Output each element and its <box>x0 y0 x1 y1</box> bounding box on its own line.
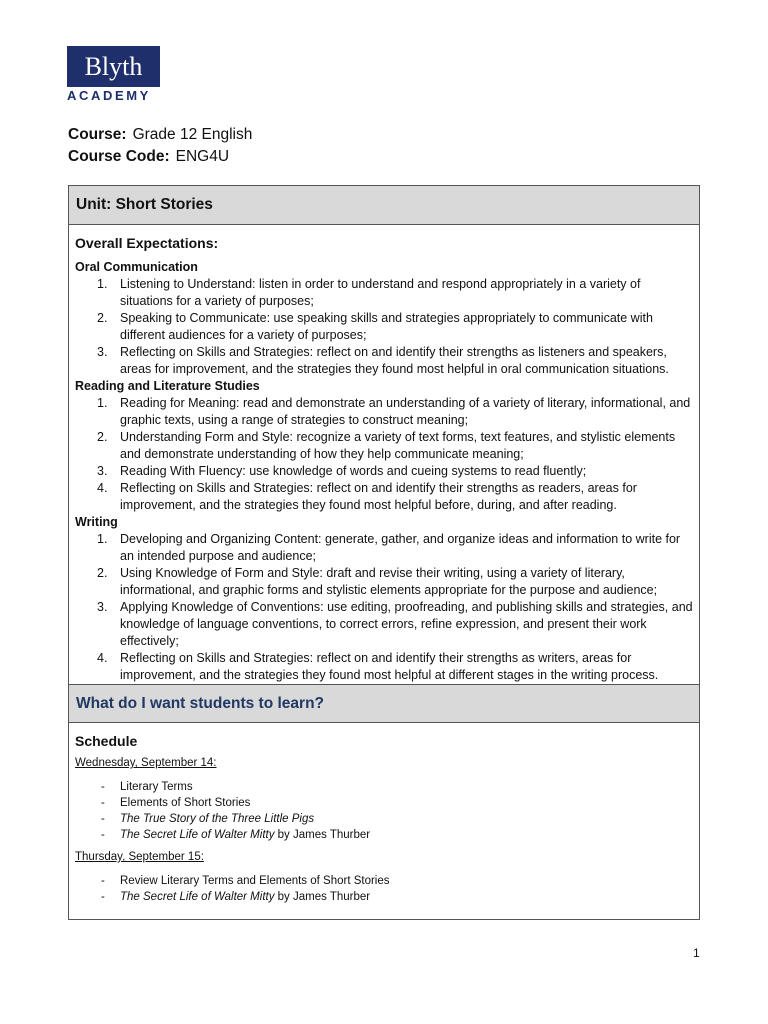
logo-wordmark: Blyth <box>67 46 160 87</box>
category-title: Reading and Literature Studies <box>75 379 260 393</box>
category-title: Writing <box>75 515 118 529</box>
expectation-list <box>75 531 693 684</box>
expectation-list <box>75 395 693 514</box>
category-writing <box>75 514 693 684</box>
course-code-value: ENG4U <box>175 148 230 165</box>
learn-heading: What do I want students to learn? <box>69 684 699 723</box>
list-item: - The True Story of the Three Little Pigs <box>101 813 315 825</box>
unit-table <box>68 185 700 920</box>
overall-expectations <box>69 225 699 684</box>
overall-heading: Overall Expectations: <box>75 235 219 251</box>
logo-subtitle: ACADEMY <box>67 88 151 103</box>
blyth-academy-logo <box>67 46 161 104</box>
list-item: 2. Understanding Form and Style: recognize a variety of text forms, text features, and stylistic elements and demonstrate understanding of how they help communicate meaning; <box>97 430 676 461</box>
list-item: 1. Listening to Understand: listen in order to understand and respond appropriately in a variety of situations for a variety of purposes; <box>97 277 641 308</box>
list-item: - The Secret Life of Walter Mitty by James Thurber <box>101 829 371 841</box>
course-code-label: Course Code: <box>68 148 170 165</box>
list-item: 1. Developing and Organizing Content: generate, gather, and organize ideas and information to write for an intended purpose and audience; <box>97 532 681 563</box>
course-info <box>68 124 252 168</box>
list-item: - Elements of Short Stories <box>101 797 251 809</box>
course-value: Grade 12 English <box>132 126 253 143</box>
course-line <box>68 124 252 146</box>
page-number: 1 <box>693 946 700 960</box>
category-title: Oral Communication <box>75 260 198 274</box>
list-item: 3. Applying Knowledge of Conventions: use editing, proofreading, and publishing skills and strategies, and knowledge of language conventions, to correct errors, refine expression, and present their work effectively; <box>97 600 693 648</box>
unit-title: Unit: Short Stories <box>69 186 699 225</box>
list-item: 2. Speaking to Communicate: use speaking skills and strategies appropriately to communicate with different audiences for a variety of purposes; <box>97 311 653 342</box>
list-item: - Literary Terms <box>101 781 193 793</box>
list-item: 4. Reflecting on Skills and Strategies: reflect on and identify their strengths as writers, areas for improvement, and the strategies they found most helpful at different stages in the writing process. <box>97 651 659 682</box>
schedule-section <box>69 723 699 919</box>
course-code-line <box>68 146 252 168</box>
expectation-list <box>75 276 693 378</box>
list-item: 3. Reflecting on Skills and Strategies: reflect on and identify their strengths as listeners and speakers, areas for improvement, and the strategies they found most helpful in oral communication situations. <box>97 345 669 376</box>
schedule-list <box>75 779 693 843</box>
schedule-date: Thursday, September 15: <box>75 851 204 863</box>
list-item: - Review Literary Terms and Elements of Short Stories <box>101 875 390 887</box>
list-item: 4. Reflecting on Skills and Strategies: reflect on and identify their strengths as readers, areas for improvement, and the strategies they found most helpful before, during, and after reading. <box>97 481 637 512</box>
category-oral <box>75 259 693 378</box>
schedule-date: Wednesday, September 14: <box>75 757 217 769</box>
list-item: 3. Reading With Fluency: use knowledge of words and cueing systems to read fluently; <box>97 464 587 478</box>
course-label: Course: <box>68 126 127 143</box>
schedule-heading: Schedule <box>75 733 138 749</box>
category-reading <box>75 378 693 514</box>
list-item: 1. Reading for Meaning: read and demonstrate an understanding of a variety of literary, informational, and graphic texts, using a range of strategies to construct meaning; <box>97 396 691 427</box>
list-item: - The Secret Life of Walter Mitty by James Thurber <box>101 891 371 903</box>
schedule-list <box>75 873 693 905</box>
list-item: 2. Using Knowledge of Form and Style: draft and revise their writing, using a variety of literary, informational, and graphic forms and stylistic elements appropriate for the purpose and audience; <box>97 566 658 597</box>
